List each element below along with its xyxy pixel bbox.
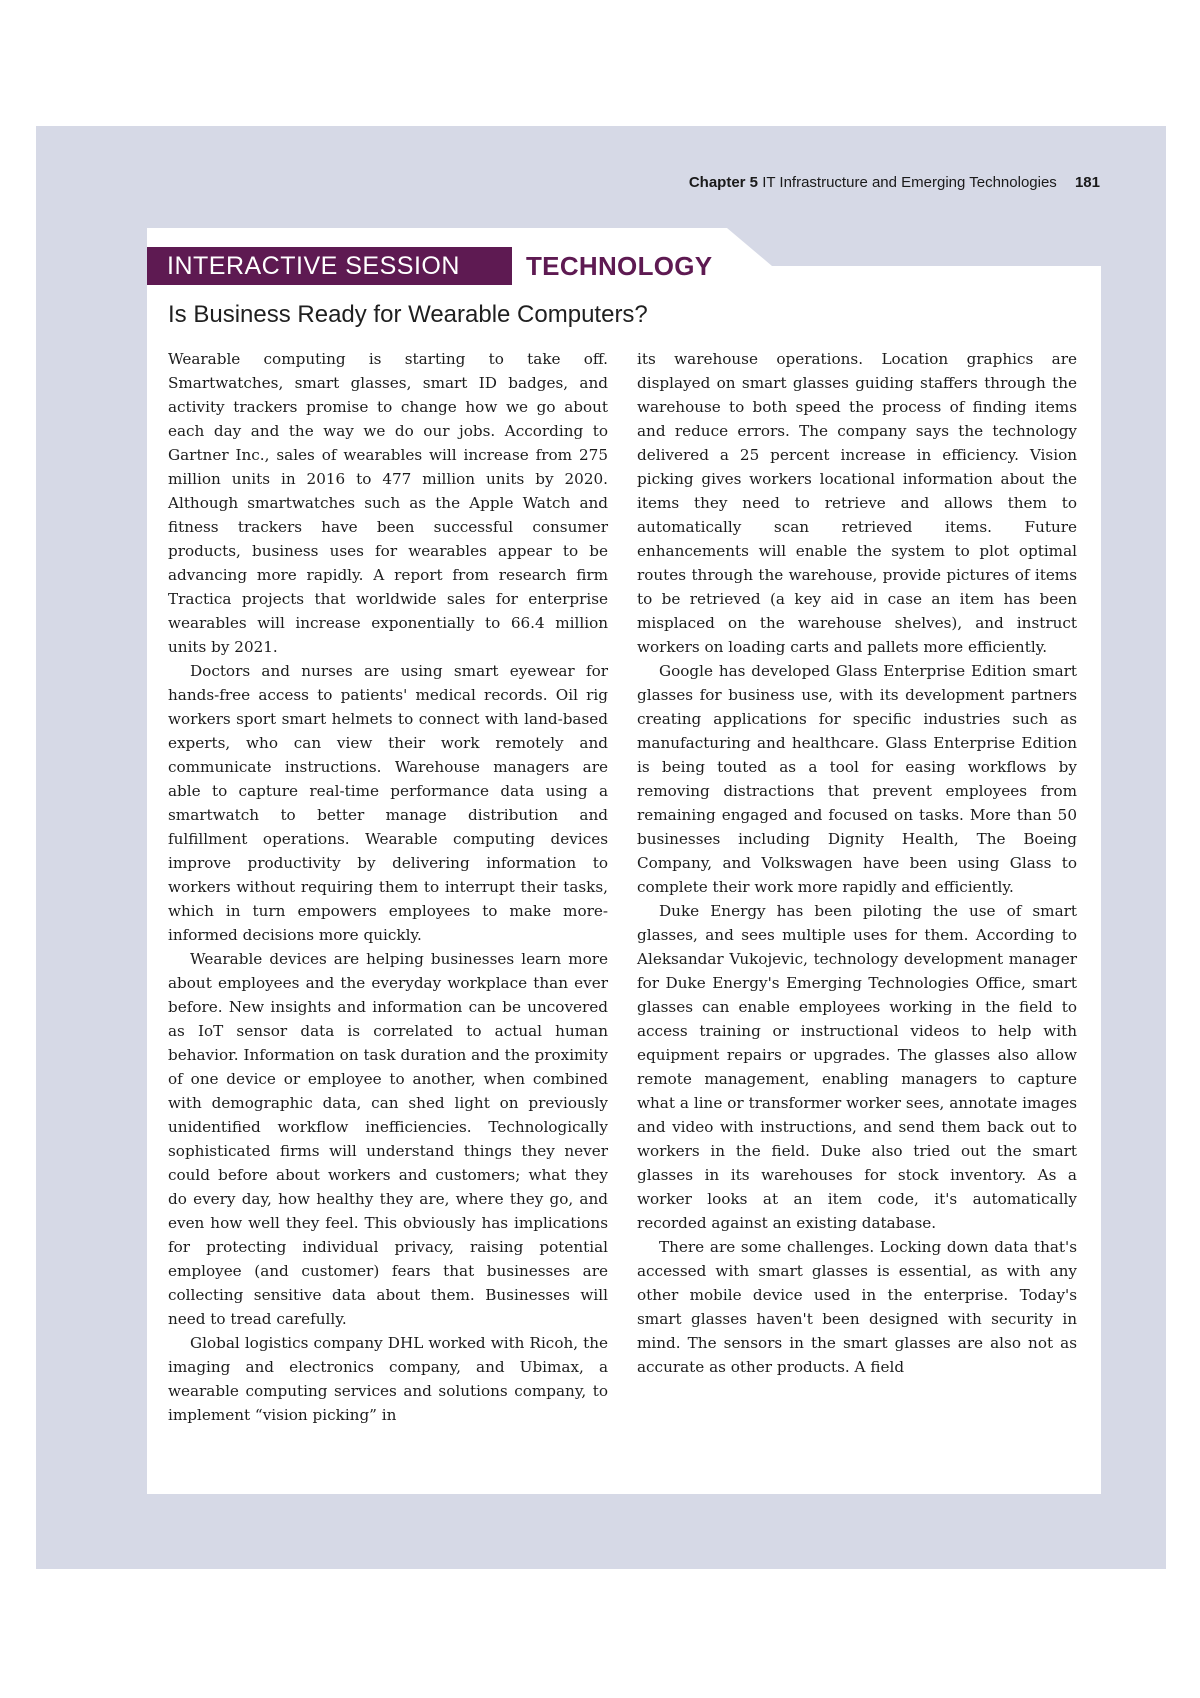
right-column <box>637 347 1077 1379</box>
paragraph: Doctors and nurses are using smart eyewear for hands-free access to patients' medical records. Oil rig workers sport smart helmets to connect with land-based experts, who can view their work remotely and communicate instructions. Warehouse managers are able to capture real-time performance data using a smartwatch to better manage distribution and fulfillment operations. Wearable computing devices improve productivity by delivering information to workers without requiring them to interrupt their tasks, which in turn empowers employees to make more-informed decisions more quickly. <box>168 662 608 944</box>
chapter-label: Chapter 5 <box>688 174 759 191</box>
paragraph: Wearable computing is starting to take off. Smartwatches, smart glasses, smart ID badges, and activity trackers promise to change how we go about each day and the way we do our jobs. According to Gartner Inc., sales of wearables will increase from 275 million units in 2016 to 477 million units by 2020. Although smartwatches such as the Apple Watch and fitness trackers have been successful consumer products, business uses for wearables appear to be advancing more rapidly. A report from research firm Tractica projects that worldwide sales for enterprise wearables will increase exponentially to 66.4 million units by 2021. <box>168 350 608 656</box>
paragraph: There are some challenges. Locking down data that's accessed with smart glasses is essential, as with any other mobile device used in the enterprise. Today's smart glasses haven't been designed with security in mind. The sensors in the smart glasses are also not as accurate as other products. A field <box>637 1238 1077 1376</box>
paragraph: Global logistics company DHL worked with Ricoh, the imaging and electronics company, and Ubimax, a wearable computing services and solutions company, to implement “vision picking” in <box>168 1334 608 1424</box>
left-column <box>168 347 608 1427</box>
session-topic: TECHNOLOGY <box>526 251 713 281</box>
chapter-title: IT Infrastructure and Emerging Technologies <box>762 174 1057 191</box>
session-label: INTERACTIVE SESSION <box>147 247 512 285</box>
paragraph: Wearable devices are helping businesses learn more about employees and the everyday workplace than ever before. New insights and information can be uncovered as IoT sensor data is correlated to actual human behavior. Information on task duration and the proximity of one device or employee to another, when combined with demographic data, can shed light on previously unidentified workflow inefficiencies. Technologically sophisticated firms will understand things they never could before about workers and customers; what they do every day, how healthy they are, where they go, and even how well they feel. This obviously has implications for protecting individual privacy, raising potential employee (and customer) fears that businesses are collecting sensitive data about them. Businesses will need to tread carefully. <box>168 950 608 1328</box>
paragraph: Duke Energy has been piloting the use of smart glasses, and sees multiple uses for them. According to Aleksandar Vukojevic, technology development manager for Duke Energy's Emerging Technologies Office, smart glasses can enable employees working in the field to access training or instructional videos to help with equipment repairs or upgrades. The glasses also allow remote management, enabling managers to capture what a line or transformer worker sees, annotate images and video with instructions, and send them back out to workers in the field. Duke also tried out the smart glasses in its warehouses for stock inventory. As a worker looks at an item code, it's automatically recorded against an existing database. <box>637 902 1077 1232</box>
page-number: 181 <box>1074 174 1100 191</box>
paragraph: its warehouse operations. Location graphics are displayed on smart glasses guiding staffers through the warehouse to both speed the process of finding items and reduce errors. The company says the technology delivered a 25 percent increase in efficiency. Vision picking gives workers locational information about the items they need to retrieve and allows them to automatically scan retrieved items. Future enhancements will enable the system to plot optimal routes through the warehouse, provide pictures of items to be retrieved (a key aid in case an item has been misplaced on the warehouse shelves), and instruct workers on loading carts and pallets more efficiently. <box>637 350 1077 656</box>
article-headline: Is Business Ready for Wearable Computers? <box>168 301 648 328</box>
paragraph: Google has developed Glass Enterprise Edition smart glasses for business use, with its development partners creating applications for specific industries such as manufacturing and healthcare. Glass Enterprise Edition is being touted as a tool for easing workflows by removing distractions that prevent employees from remaining engaged and focused on tasks. More than 50 businesses including Dignity Health, The Boeing Company, and Volkswagen have been using Glass to complete their work more rapidly and efficiently. <box>637 662 1077 896</box>
running-head <box>520 174 1100 191</box>
